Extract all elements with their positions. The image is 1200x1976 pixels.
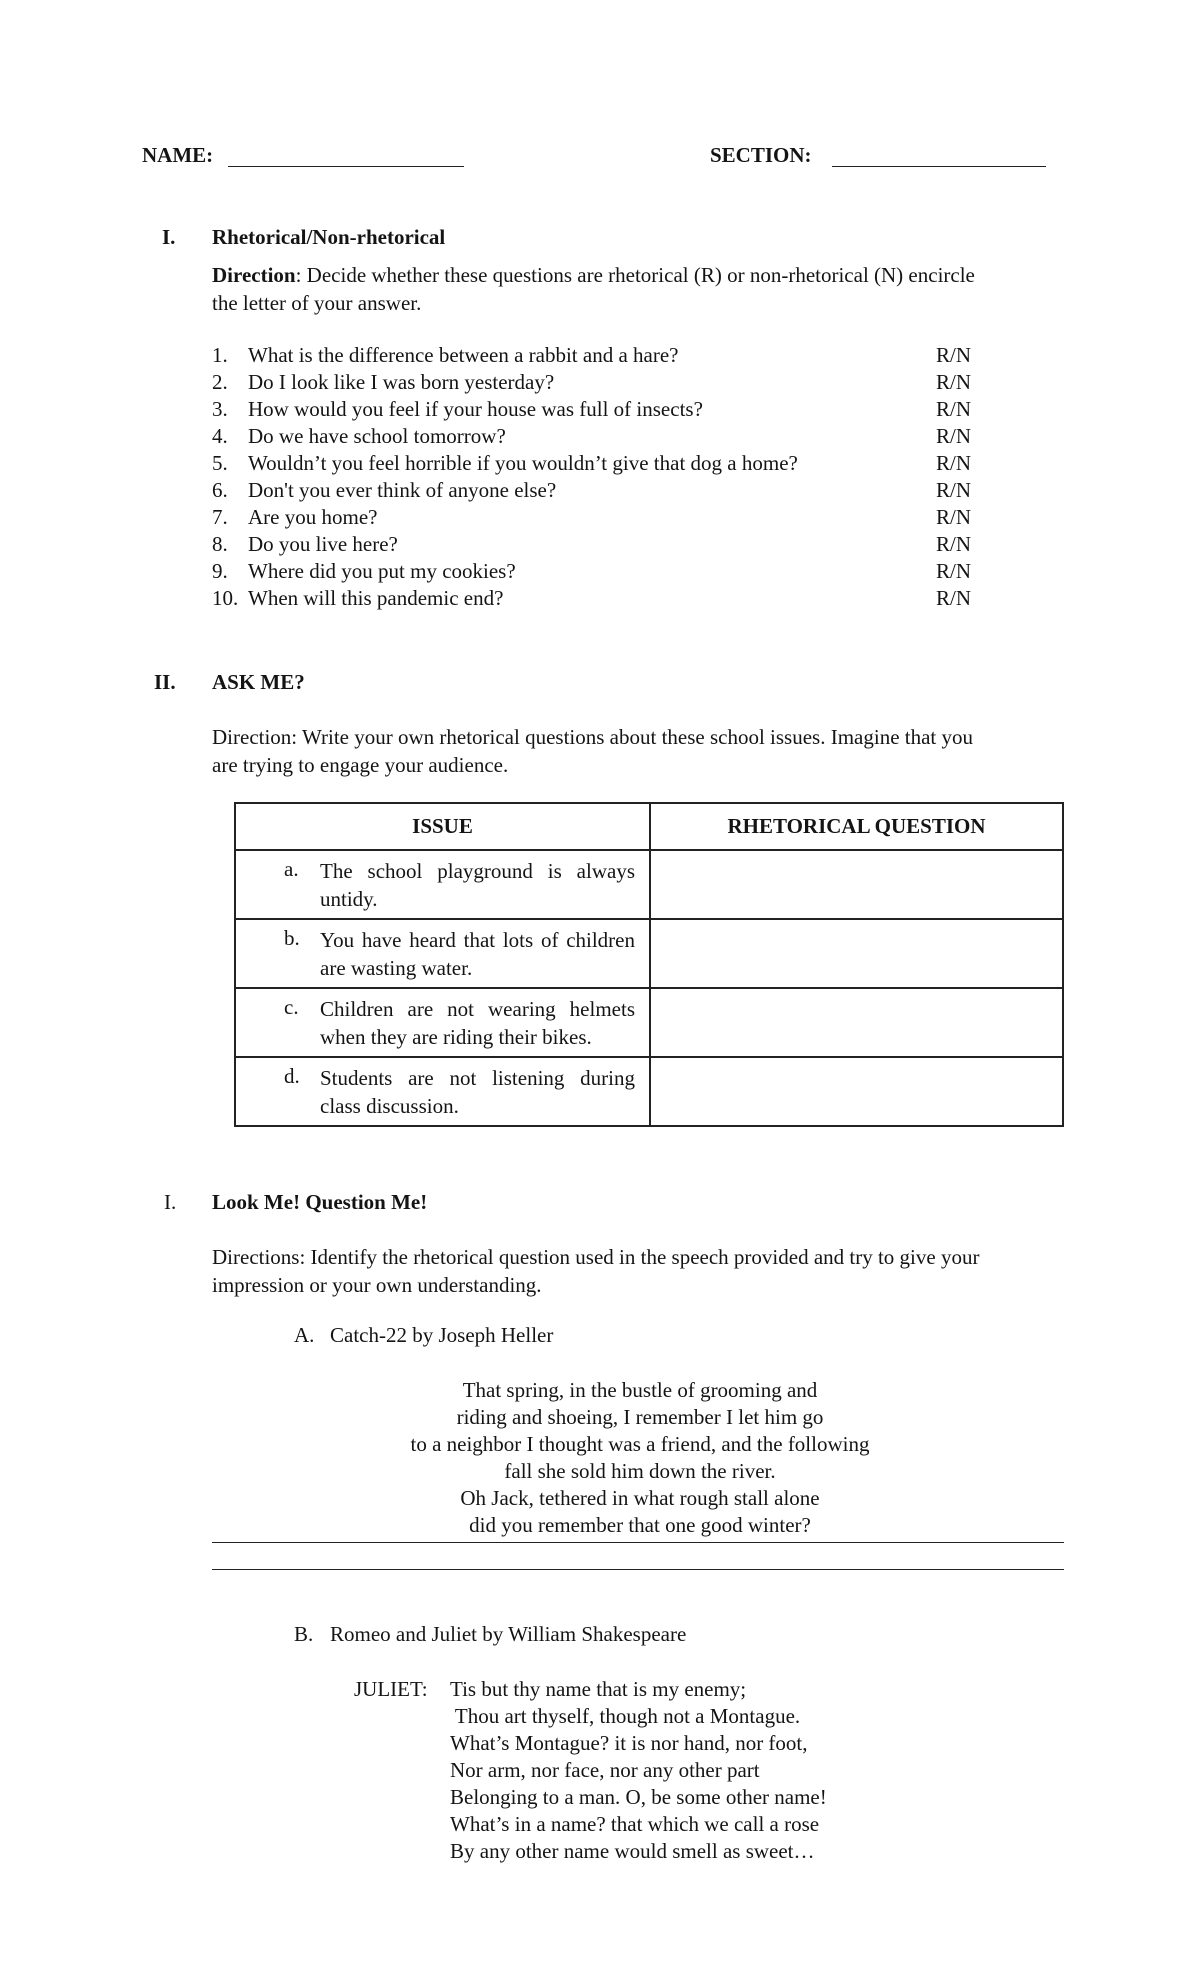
issue-cell xyxy=(235,1057,650,1126)
direction-text: : Decide whether these questions are rhetorical (R) or non-rhetorical (N) encircle xyxy=(295,263,975,287)
issue-text: You have heard that lots of children are wasting water. xyxy=(320,928,635,980)
item-b-label: B. xyxy=(294,1622,314,1646)
question-number: 9. xyxy=(212,559,228,583)
poem-line: Belonging to a man. O, be some other name! xyxy=(450,1785,827,1809)
part1-direction xyxy=(212,261,1072,317)
table-row xyxy=(235,1057,1063,1126)
answer-choice[interactable]: R/N xyxy=(936,370,972,394)
question-item xyxy=(212,558,992,585)
question-text: Do you live here? xyxy=(248,532,398,556)
name-blank[interactable] xyxy=(228,146,464,167)
column-header-issue: ISSUE xyxy=(235,803,650,850)
poem-line: to a neighbor I thought was a friend, and the following xyxy=(410,1432,870,1456)
question-number: 10. xyxy=(212,586,239,610)
question-item xyxy=(212,423,992,450)
item-a-label: A. xyxy=(294,1323,315,1347)
section-label: SECTION: xyxy=(710,143,812,167)
question-text: When will this pandemic end? xyxy=(248,586,504,610)
question-item xyxy=(212,531,992,558)
issue-letter: b. xyxy=(284,926,300,950)
issue-text: Students are not listening during class discussion. xyxy=(320,1066,635,1118)
answer-line[interactable] xyxy=(212,1542,1064,1543)
question-number: 6. xyxy=(212,478,228,502)
question-item xyxy=(212,477,992,504)
answer-cell[interactable] xyxy=(650,850,1063,919)
answer-cell[interactable] xyxy=(650,919,1063,988)
part3-numeral: I. xyxy=(164,1190,177,1214)
question-number: 2. xyxy=(212,370,228,394)
part2-title: ASK ME? xyxy=(212,670,305,694)
answer-choice[interactable]: R/N xyxy=(936,343,972,367)
question-text: Don't you ever think of anyone else? xyxy=(248,478,557,502)
poem-line: Tis but thy name that is my enemy; xyxy=(450,1677,747,1701)
question-number: 1. xyxy=(212,343,228,367)
poem-line: did you remember that one good winter? xyxy=(469,1513,811,1537)
direction-text: Directions: Identify the rhetorical question used in the speech provided and try to give your xyxy=(212,1245,980,1269)
issue-letter: c. xyxy=(284,995,299,1019)
name-label: NAME: xyxy=(142,143,214,167)
question-item xyxy=(212,369,992,396)
answer-choice[interactable]: R/N xyxy=(936,559,972,583)
question-number: 8. xyxy=(212,532,228,556)
issue-letter: a. xyxy=(284,857,299,881)
question-number: 7. xyxy=(212,505,228,529)
item-a-title: Catch-22 by Joseph Heller xyxy=(330,1323,554,1347)
poem-line: What’s Montague? it is nor hand, nor foot, xyxy=(450,1731,808,1755)
poem-line: By any other name would smell as sweet… xyxy=(450,1839,815,1863)
issue-text: The school playground is always untidy. xyxy=(320,859,635,911)
direction-label: Direction xyxy=(212,263,296,287)
question-text: Where did you put my cookies? xyxy=(248,559,516,583)
table-row xyxy=(235,988,1063,1057)
column-header-rhetorical-question: RHETORICAL QUESTION xyxy=(650,803,1063,850)
answer-choice[interactable]: R/N xyxy=(936,586,972,610)
poem-line: fall she sold him down the river. xyxy=(504,1459,776,1483)
table-row xyxy=(235,919,1063,988)
answer-cell[interactable] xyxy=(650,988,1063,1057)
item-b-title: Romeo and Juliet by William Shakespeare xyxy=(330,1622,687,1646)
question-number: 5. xyxy=(212,451,228,475)
question-text: Do I look like I was born yesterday? xyxy=(248,370,555,394)
question-item xyxy=(212,504,992,531)
question-text: How would you feel if your house was full of insects? xyxy=(248,397,703,421)
part1-numeral: I. xyxy=(162,225,176,249)
answer-cell[interactable] xyxy=(650,1057,1063,1126)
poem-line: What’s in a name? that which we call a rose xyxy=(450,1812,820,1836)
issue-cell xyxy=(235,988,650,1057)
part3-direction xyxy=(212,1243,1092,1299)
question-text: Wouldn’t you feel horrible if you wouldn’t give that dog a home? xyxy=(248,451,798,475)
direction-text: Direction: Write your own rhetorical questions about these school issues. Imagine that you xyxy=(212,725,974,749)
direction-text-2: the letter of your answer. xyxy=(212,291,422,315)
part1-title: Rhetorical/Non-rhetorical xyxy=(212,225,446,249)
question-text: Are you home? xyxy=(248,505,378,529)
answer-choice[interactable]: R/N xyxy=(936,397,972,421)
part2-numeral: II. xyxy=(154,670,176,694)
question-number: 4. xyxy=(212,424,228,448)
direction-text-2: impression or your own understanding. xyxy=(212,1273,542,1297)
poem-line: Oh Jack, tethered in what rough stall alone xyxy=(460,1486,820,1510)
question-item xyxy=(212,396,992,423)
question-item xyxy=(212,342,992,369)
question-text: What is the difference between a rabbit and a hare? xyxy=(248,343,679,367)
poem-line: riding and shoeing, I remember I let him go xyxy=(456,1405,824,1429)
part3-title: Look Me! Question Me! xyxy=(212,1190,428,1214)
question-number: 3. xyxy=(212,397,228,421)
question-item xyxy=(212,585,992,612)
answer-choice[interactable]: R/N xyxy=(936,532,972,556)
table-header-row xyxy=(235,803,1063,850)
answer-choice[interactable]: R/N xyxy=(936,424,972,448)
question-item xyxy=(212,450,992,477)
answer-line[interactable] xyxy=(212,1569,1064,1570)
issue-cell xyxy=(235,919,650,988)
table-row xyxy=(235,850,1063,919)
poem-line: Nor arm, nor face, nor any other part xyxy=(450,1758,760,1782)
poem-line: Thou art thyself, though not a Montague. xyxy=(450,1704,801,1728)
section-blank[interactable] xyxy=(832,146,1046,167)
answer-choice[interactable]: R/N xyxy=(936,478,972,502)
speaker-label: JULIET: xyxy=(354,1677,428,1701)
answer-choice[interactable]: R/N xyxy=(936,451,972,475)
issue-letter: d. xyxy=(284,1064,300,1088)
direction-text-2: are trying to engage your audience. xyxy=(212,753,509,777)
issue-cell xyxy=(235,850,650,919)
issue-text: Children are not wearing helmets when they are riding their bikes. xyxy=(320,997,635,1049)
question-text: Do we have school tomorrow? xyxy=(248,424,506,448)
issues-table xyxy=(234,802,1064,1127)
part2-direction xyxy=(212,723,1092,779)
poem-line: That spring, in the bustle of grooming and xyxy=(462,1378,818,1402)
answer-choice[interactable]: R/N xyxy=(936,505,972,529)
